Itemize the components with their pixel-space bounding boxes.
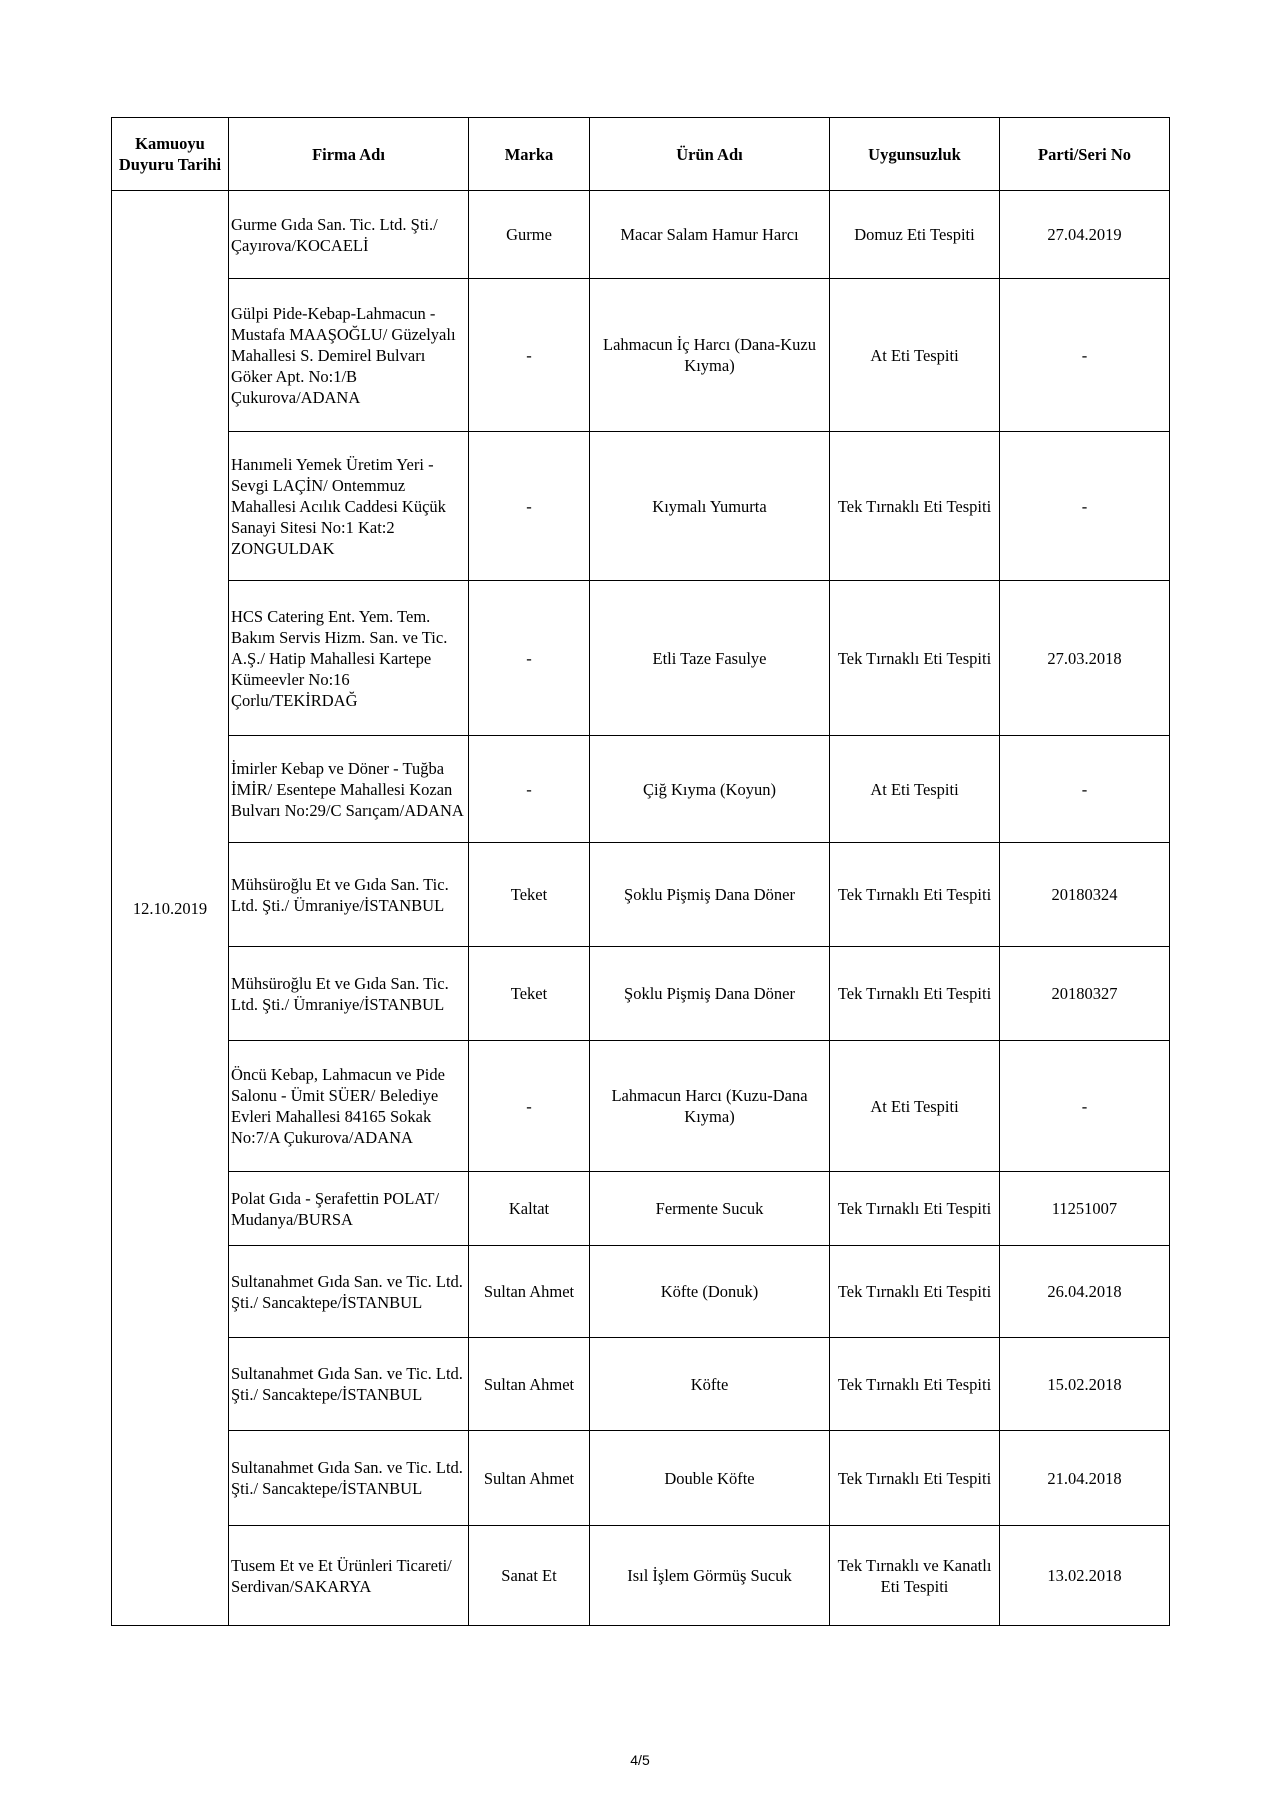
firm-cell: Mühsüroğlu Et ve Gıda San. Tic. Ltd. Şti./ Ümraniye/İSTANBUL xyxy=(229,947,469,1041)
brand-cell: Teket xyxy=(469,947,590,1041)
batch-cell: 21.04.2018 xyxy=(1000,1431,1170,1526)
product-cell: Çiğ Kıyma (Koyun) xyxy=(590,736,830,843)
brand-cell: Gurme xyxy=(469,191,590,279)
table-row xyxy=(112,1338,1170,1431)
nonconformity-cell: At Eti Tespiti xyxy=(830,736,1000,843)
nonconformity-cell: Tek Tırnaklı ve Kanatlı Eti Tespiti xyxy=(830,1526,1000,1626)
nonconformity-cell: Domuz Eti Tespiti xyxy=(830,191,1000,279)
batch-cell: - xyxy=(1000,736,1170,843)
brand-cell: Teket xyxy=(469,843,590,947)
product-cell: Etli Taze Fasulye xyxy=(590,581,830,736)
batch-cell: 20180324 xyxy=(1000,843,1170,947)
brand-cell: Sultan Ahmet xyxy=(469,1338,590,1431)
product-cell: Macar Salam Hamur Harcı xyxy=(590,191,830,279)
header-product-name: Ürün Adı xyxy=(590,118,830,191)
page-number: 4/5 xyxy=(630,1752,650,1768)
brand-cell: - xyxy=(469,1041,590,1172)
product-cell: Lahmacun Harcı (Kuzu-Dana Kıyma) xyxy=(590,1041,830,1172)
nonconformity-cell: Tek Tırnaklı Eti Tespiti xyxy=(830,843,1000,947)
firm-cell: Hanımeli Yemek Üretim Yeri - Sevgi LAÇİN/ Ontemmuz Mahallesi Acılık Caddesi Küçük Sanayi Sitesi No:1 Kat:2 ZONGULDAK xyxy=(229,432,469,581)
table-row xyxy=(112,736,1170,843)
table-row xyxy=(112,843,1170,947)
nonconformity-cell: Tek Tırnaklı Eti Tespiti xyxy=(830,581,1000,736)
batch-cell: 13.02.2018 xyxy=(1000,1526,1170,1626)
product-cell: Şoklu Pişmiş Dana Döner xyxy=(590,843,830,947)
firm-cell: Sultanahmet Gıda San. ve Tic. Ltd. Şti./ Sancaktepe/İSTANBUL xyxy=(229,1246,469,1338)
nonconformity-cell: Tek Tırnaklı Eti Tespiti xyxy=(830,1246,1000,1338)
table-row xyxy=(112,1526,1170,1626)
header-brand: Marka xyxy=(469,118,590,191)
header-batch-number: Parti/Seri No xyxy=(1000,118,1170,191)
brand-cell: Sanat Et xyxy=(469,1526,590,1626)
table-row xyxy=(112,432,1170,581)
firm-cell: Tusem Et ve Et Ürünleri Ticareti/ Serdivan/SAKARYA xyxy=(229,1526,469,1626)
firm-cell: Sultanahmet Gıda San. ve Tic. Ltd. Şti./ Sancaktepe/İSTANBUL xyxy=(229,1431,469,1526)
batch-cell: 27.03.2018 xyxy=(1000,581,1170,736)
announcement-date-cell: 12.10.2019 xyxy=(112,191,229,1626)
table-row xyxy=(112,1431,1170,1526)
firm-cell: Polat Gıda - Şerafettin POLAT/ Mudanya/BURSA xyxy=(229,1172,469,1246)
batch-cell: - xyxy=(1000,432,1170,581)
nonconformity-cell: Tek Tırnaklı Eti Tespiti xyxy=(830,947,1000,1041)
table-header-row xyxy=(112,118,1170,191)
nonconformity-cell: Tek Tırnaklı Eti Tespiti xyxy=(830,1431,1000,1526)
brand-cell: Sultan Ahmet xyxy=(469,1246,590,1338)
firm-cell: İmirler Kebap ve Döner - Tuğba İMİR/ Esentepe Mahallesi Kozan Bulvarı No:29/C Sarıçam/ADANA xyxy=(229,736,469,843)
table-row xyxy=(112,1246,1170,1338)
brand-cell: - xyxy=(469,279,590,432)
firm-cell: HCS Catering Ent. Yem. Tem. Bakım Servis Hizm. San. ve Tic. A.Ş./ Hatip Mahallesi Kartepe Kümeevler No:16 Çorlu/TEKİRDAĞ xyxy=(229,581,469,736)
brand-cell: - xyxy=(469,736,590,843)
nonconformity-cell: At Eti Tespiti xyxy=(830,279,1000,432)
document-page xyxy=(111,117,1169,1626)
firm-cell: Öncü Kebap, Lahmacun ve Pide Salonu - Ümit SÜER/ Belediye Evleri Mahallesi 84165 Sokak No:7/A Çukurova/ADANA xyxy=(229,1041,469,1172)
brand-cell: Kaltat xyxy=(469,1172,590,1246)
table-row xyxy=(112,279,1170,432)
header-firm-name: Firma Adı xyxy=(229,118,469,191)
product-cell: Şoklu Pişmiş Dana Döner xyxy=(590,947,830,1041)
nonconformity-cell: At Eti Tespiti xyxy=(830,1041,1000,1172)
firm-cell: Sultanahmet Gıda San. ve Tic. Ltd. Şti./ Sancaktepe/İSTANBUL xyxy=(229,1338,469,1431)
product-cell: Lahmacun İç Harcı (Dana-Kuzu Kıyma) xyxy=(590,279,830,432)
product-cell: Double Köfte xyxy=(590,1431,830,1526)
table-row xyxy=(112,947,1170,1041)
product-cell: Köfte xyxy=(590,1338,830,1431)
firm-cell: Gülpi Pide-Kebap-Lahmacun - Mustafa MAAŞOĞLU/ Güzelyalı Mahallesi S. Demirel Bulvarı Göker Apt. No:1/B Çukurova/ADANA xyxy=(229,279,469,432)
firm-cell: Gurme Gıda San. Tic. Ltd. Şti./ Çayırova/KOCAELİ xyxy=(229,191,469,279)
brand-cell: - xyxy=(469,581,590,736)
brand-cell: - xyxy=(469,432,590,581)
table-row xyxy=(112,1172,1170,1246)
batch-cell: 15.02.2018 xyxy=(1000,1338,1170,1431)
nonconformity-cell: Tek Tırnaklı Eti Tespiti xyxy=(830,1172,1000,1246)
header-nonconformity: Uygunsuzluk xyxy=(830,118,1000,191)
product-cell: Fermente Sucuk xyxy=(590,1172,830,1246)
product-cell: Köfte (Donuk) xyxy=(590,1246,830,1338)
batch-cell: 11251007 xyxy=(1000,1172,1170,1246)
product-cell: Kıymalı Yumurta xyxy=(590,432,830,581)
table-row xyxy=(112,581,1170,736)
recall-table xyxy=(111,117,1170,1626)
table-row xyxy=(112,1041,1170,1172)
nonconformity-cell: Tek Tırnaklı Eti Tespiti xyxy=(830,1338,1000,1431)
nonconformity-cell: Tek Tırnaklı Eti Tespiti xyxy=(830,432,1000,581)
product-cell: Isıl İşlem Görmüş Sucuk xyxy=(590,1526,830,1626)
batch-cell: - xyxy=(1000,279,1170,432)
batch-cell: 27.04.2019 xyxy=(1000,191,1170,279)
brand-cell: Sultan Ahmet xyxy=(469,1431,590,1526)
table-row xyxy=(112,191,1170,279)
header-announcement-date: Kamuoyu Duyuru Tarihi xyxy=(112,118,229,191)
firm-cell: Mühsüroğlu Et ve Gıda San. Tic. Ltd. Şti./ Ümraniye/İSTANBUL xyxy=(229,843,469,947)
batch-cell: - xyxy=(1000,1041,1170,1172)
batch-cell: 26.04.2018 xyxy=(1000,1246,1170,1338)
batch-cell: 20180327 xyxy=(1000,947,1170,1041)
